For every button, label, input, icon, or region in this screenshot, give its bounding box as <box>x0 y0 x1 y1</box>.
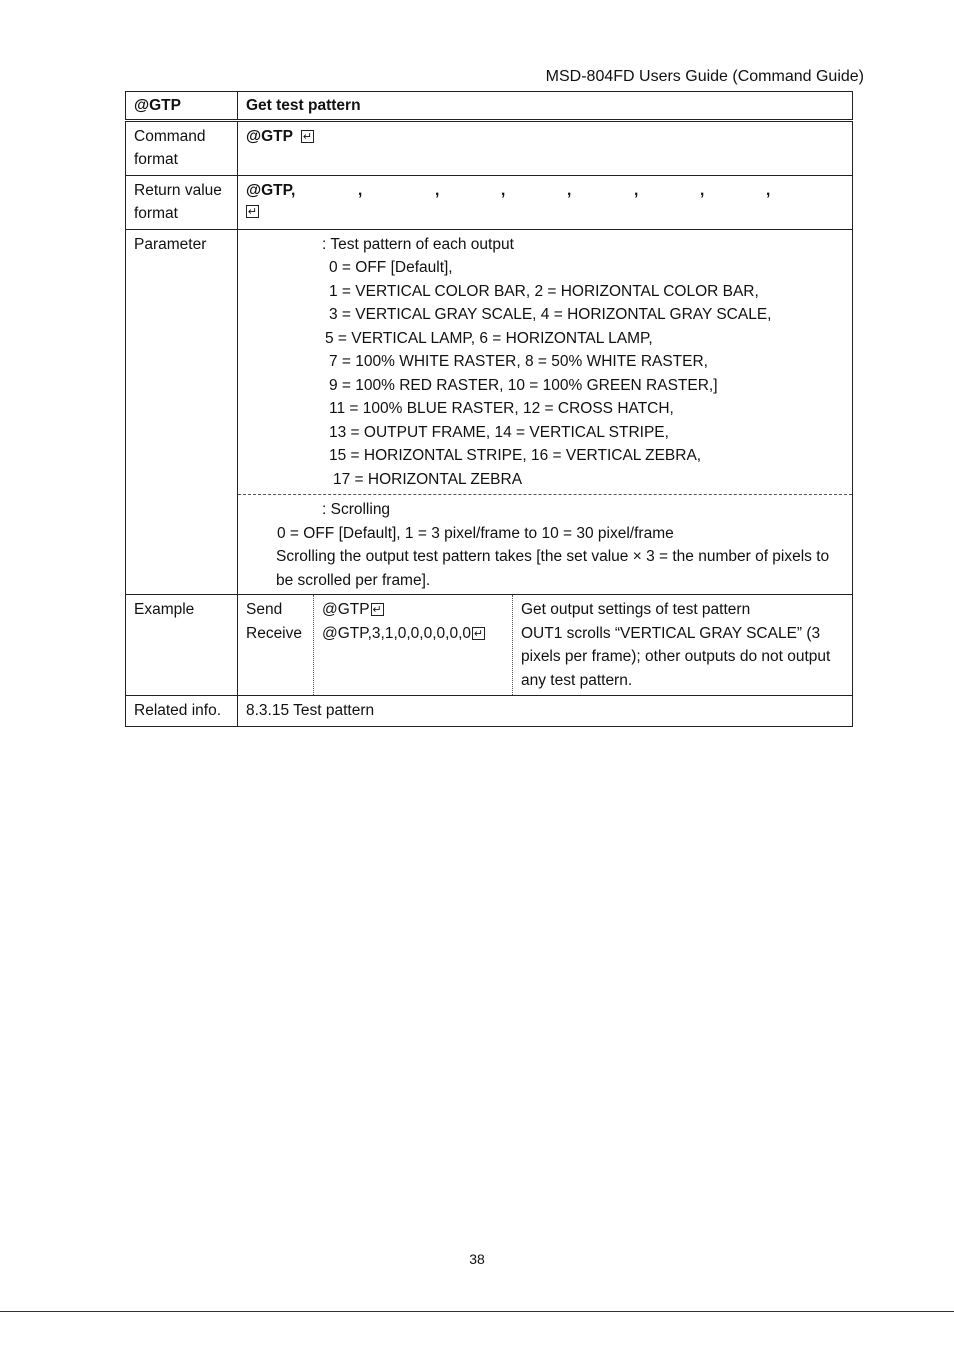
return-comma: , <box>634 181 639 199</box>
related-info-row <box>126 696 853 727</box>
example-direction-column <box>238 595 313 695</box>
parameter-line: : Scrolling <box>322 501 391 518</box>
command-format-label: Command format <box>126 120 238 175</box>
parameter-line: 13 = OUTPUT FRAME, 14 = VERTICAL STRIPE, <box>329 423 669 441</box>
command-title: Get test pattern <box>238 92 853 121</box>
example-row <box>126 595 853 696</box>
parameter-line: 3 = VERTICAL GRAY SCALE, 4 = HORIZONTAL GRAY SCALE, <box>329 306 772 323</box>
parameter-line: 15 = HORIZONTAL STRIPE, 16 = VERTICAL ZEBRA, <box>329 447 702 464</box>
return-comma: , <box>435 181 440 199</box>
example-send-line <box>322 598 504 622</box>
command-name: @GTP <box>126 92 238 121</box>
page-number: 38 <box>469 1251 485 1267</box>
parameter-cell <box>238 229 853 595</box>
return-format-label: Return value format <box>126 175 238 229</box>
return-comma: , <box>766 181 771 199</box>
parameter-line: be scrolled per frame]. <box>276 571 431 589</box>
command-header-row <box>126 92 853 121</box>
parameter-line: 9 = 100% RED RASTER, 10 = 100% GREEN RASTER,] <box>329 376 718 394</box>
example-label: Example <box>126 595 238 696</box>
return-format-line-2 <box>246 202 844 224</box>
command-format-row <box>126 120 853 175</box>
return-key-icon: ↵ <box>302 130 313 143</box>
example-desc-receive: OUT1 scrolls “VERTICAL GRAY SCALE” (3 pixels per frame); other outputs do not output any test pattern. <box>521 624 831 689</box>
example-send-label: Send <box>246 601 283 618</box>
return-format-cell <box>238 175 853 229</box>
parameter-line: 0 = OFF [Default], <box>329 259 453 276</box>
parameter-line: Scrolling the output test pattern takes [the set value × 3 = the number of pixels to <box>276 548 830 565</box>
return-format-row <box>126 175 853 229</box>
command-format-cell <box>238 120 853 175</box>
return-comma: , <box>358 181 363 199</box>
return-comma: , <box>567 181 572 199</box>
return-format-line <box>246 179 844 202</box>
scrolling-parameter <box>238 495 852 594</box>
command-format-value: @GTP <box>246 127 293 145</box>
related-info-value: 8.3.15 Test pattern <box>238 696 853 727</box>
parameter-line: 1 = VERTICAL COLOR BAR, 2 = HORIZONTAL COLOR BAR, <box>329 282 759 300</box>
example-cell <box>238 595 853 696</box>
document-header-title: MSD-804FD Users Guide (Command Guide) <box>545 68 864 85</box>
return-comma: , <box>700 181 705 199</box>
example-send-cmd: @GTP <box>322 601 370 618</box>
related-info-label: Related info. <box>126 696 238 727</box>
example-receive-label: Receive <box>246 624 302 642</box>
return-comma: , <box>501 181 506 199</box>
return-format-value: @GTP, <box>246 181 296 199</box>
example-receive-cmd: @GTP,3,1,0,0,0,0,0,0 <box>322 624 472 642</box>
parameter-label: Parameter <box>126 229 238 595</box>
parameter-line: 0 = OFF [Default], 1 = 3 pixel/frame to 10 = 30 pixel/frame <box>277 524 674 542</box>
return-key-icon: ↵ <box>372 604 382 617</box>
example-desc-send: Get output settings of test pattern <box>521 601 751 618</box>
parameter-row <box>126 229 853 595</box>
example-description-column <box>512 595 852 695</box>
test-pattern-parameter <box>238 230 852 496</box>
parameter-line: 5 = VERTICAL LAMP, 6 = HORIZONTAL LAMP, <box>325 329 653 347</box>
command-table <box>125 91 853 727</box>
parameter-line: 17 = HORIZONTAL ZEBRA <box>333 470 523 488</box>
parameter-line: 7 = 100% WHITE RASTER, 8 = 50% WHITE RASTER, <box>329 353 708 370</box>
parameter-line: : Test pattern of each output <box>322 235 514 253</box>
return-key-icon: ↵ <box>473 627 484 640</box>
example-grid <box>238 595 852 695</box>
example-command-column <box>313 595 512 695</box>
example-receive-line <box>322 622 504 646</box>
return-key-icon: ↵ <box>247 205 258 218</box>
parameter-line: 11 = 100% BLUE RASTER, 12 = CROSS HATCH, <box>329 400 674 417</box>
footer-divider <box>0 1311 954 1312</box>
